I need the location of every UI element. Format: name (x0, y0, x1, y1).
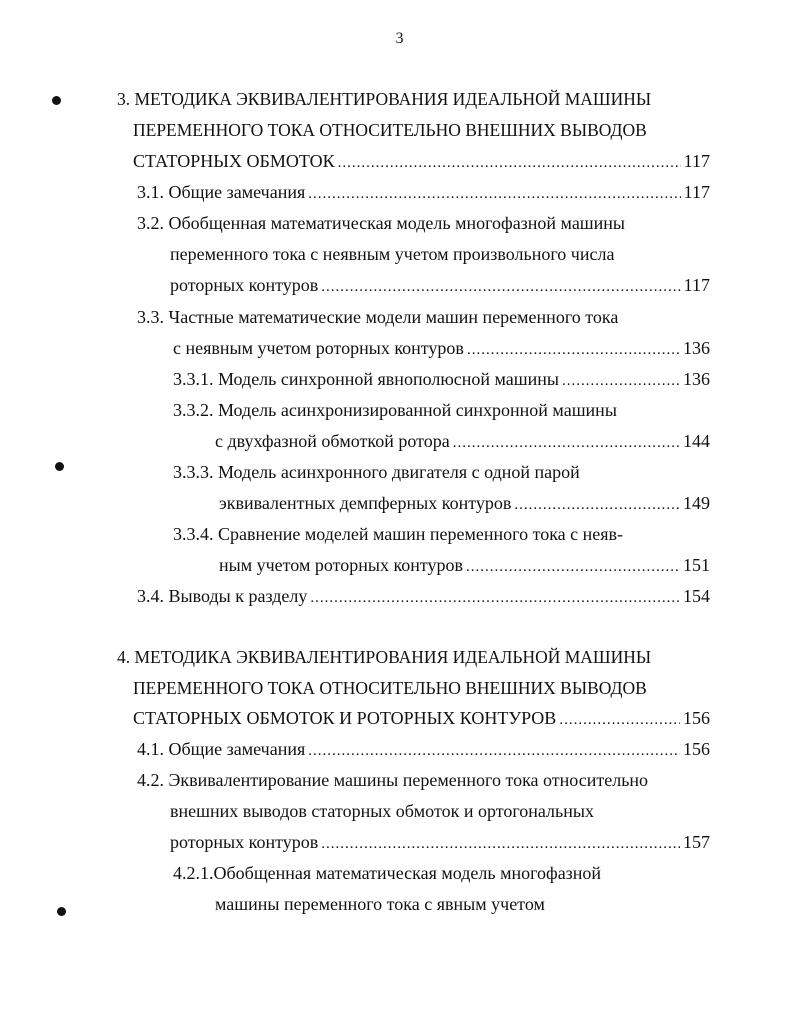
entry-title: 3.3.4. Сравнение моделей машин переменного тока с неяв- (173, 524, 624, 544)
toc-entry-row (133, 707, 710, 731)
dot-leader (308, 740, 680, 762)
page-ref: 156 (683, 708, 710, 728)
entry-title: внешних выводов статорных обмоток и ортогональных (170, 801, 594, 821)
entry-title: с двухфазной обмоткой ротора (215, 431, 450, 451)
dot-leader (562, 370, 680, 392)
entry-title: 4.2. Эквивалентирование машины переменного тока относительно (137, 770, 649, 790)
page-ref: 144 (683, 431, 710, 451)
page-ref: 136 (683, 338, 710, 358)
entry-title: роторных контуров (170, 275, 319, 295)
toc-entry-row (170, 831, 710, 855)
section-heading-line: 3. МЕТОДИКА ЭКВИВАЛЕНТИРОВАНИЯ ИДЕАЛЬНОЙ МАШИНЫ (117, 89, 652, 109)
section-heading-line: СТАТОРНЫХ ОБМОТОК И РОТОРНЫХ КОНТУРОВ (133, 708, 557, 728)
toc-entry-row (173, 337, 710, 361)
entry-title: 3.2. Обобщенная математическая модель многофазной машины (137, 213, 626, 233)
entry-title: 3.3.3. Модель асинхронного двигателя с одной парой (173, 462, 580, 482)
toc-entry-row (173, 368, 710, 392)
dot-leader (321, 833, 680, 855)
page-ref: 117 (683, 275, 710, 295)
dot-leader (310, 587, 680, 609)
entry-title: машины переменного тока с явным учетом (215, 894, 545, 914)
toc-entry-row (219, 554, 710, 578)
page-ref: 117 (683, 182, 710, 202)
page-ref: 136 (683, 369, 710, 389)
binder-hole-mark-bottom (57, 907, 66, 916)
toc-entry-row (215, 430, 710, 454)
entry-title: 3.1. Общие замечания (137, 182, 306, 202)
dot-leader (467, 339, 680, 361)
dot-leader (466, 556, 680, 578)
page-number: 3 (395, 30, 404, 47)
section-heading-line: ПЕРЕМЕННОГО ТОКА ОТНОСИТЕЛЬНО ВНЕШНИХ ВЫВОДОВ (133, 120, 647, 140)
entry-title: 3.3. Частные математические модели машин переменного тока (137, 307, 619, 327)
dot-leader (559, 709, 680, 731)
entry-title: 3.3.2. Модель асинхронизированной синхронной машины (173, 400, 617, 420)
entry-title: эквивалентных демпферных контуров (219, 493, 512, 513)
entry-title: 3.3.1. Модель синхронной явнополюсной машины (173, 369, 559, 389)
entry-title: с неявным учетом роторных контуров (173, 338, 464, 358)
entry-title: ным учетом роторных контуров (219, 555, 464, 575)
toc-entry-row (137, 181, 710, 205)
section-heading-line: 4. МЕТОДИКА ЭКВИВАЛЕНТИРОВАНИЯ ИДЕАЛЬНОЙ МАШИНЫ (117, 647, 652, 667)
entry-title: роторных контуров (170, 832, 319, 852)
page-ref: 149 (683, 493, 710, 513)
binder-hole-mark-middle (55, 462, 64, 471)
toc-entry-row (137, 738, 710, 762)
page-ref: 157 (683, 832, 710, 852)
entry-title: 4.2.1.Обобщенная математическая модель многофазной (173, 863, 602, 883)
toc-entry-row (170, 274, 710, 298)
entry-title: 3.4. Выводы к разделу (137, 586, 308, 606)
section-heading-line: СТАТОРНЫХ ОБМОТОК (133, 151, 335, 171)
dot-leader (321, 276, 680, 298)
section-heading-line: ПЕРЕМЕННОГО ТОКА ОТНОСИТЕЛЬНО ВНЕШНИХ ВЫВОДОВ (133, 678, 647, 698)
entry-title: переменного тока с неявным учетом произвольного числа (170, 244, 615, 264)
page-ref: 151 (683, 555, 710, 575)
toc-entry-row (137, 585, 710, 609)
dot-leader (308, 183, 680, 205)
toc-entry-row (219, 492, 710, 516)
toc-entry-row (133, 150, 710, 174)
dot-leader (338, 152, 681, 174)
dot-leader (453, 432, 680, 454)
entry-title: 4.1. Общие замечания (137, 739, 306, 759)
dot-leader (514, 494, 680, 516)
page-ref: 117 (683, 151, 710, 171)
page-ref: 154 (683, 586, 710, 606)
page-ref: 156 (683, 739, 710, 759)
binder-hole-mark-top (52, 96, 61, 105)
